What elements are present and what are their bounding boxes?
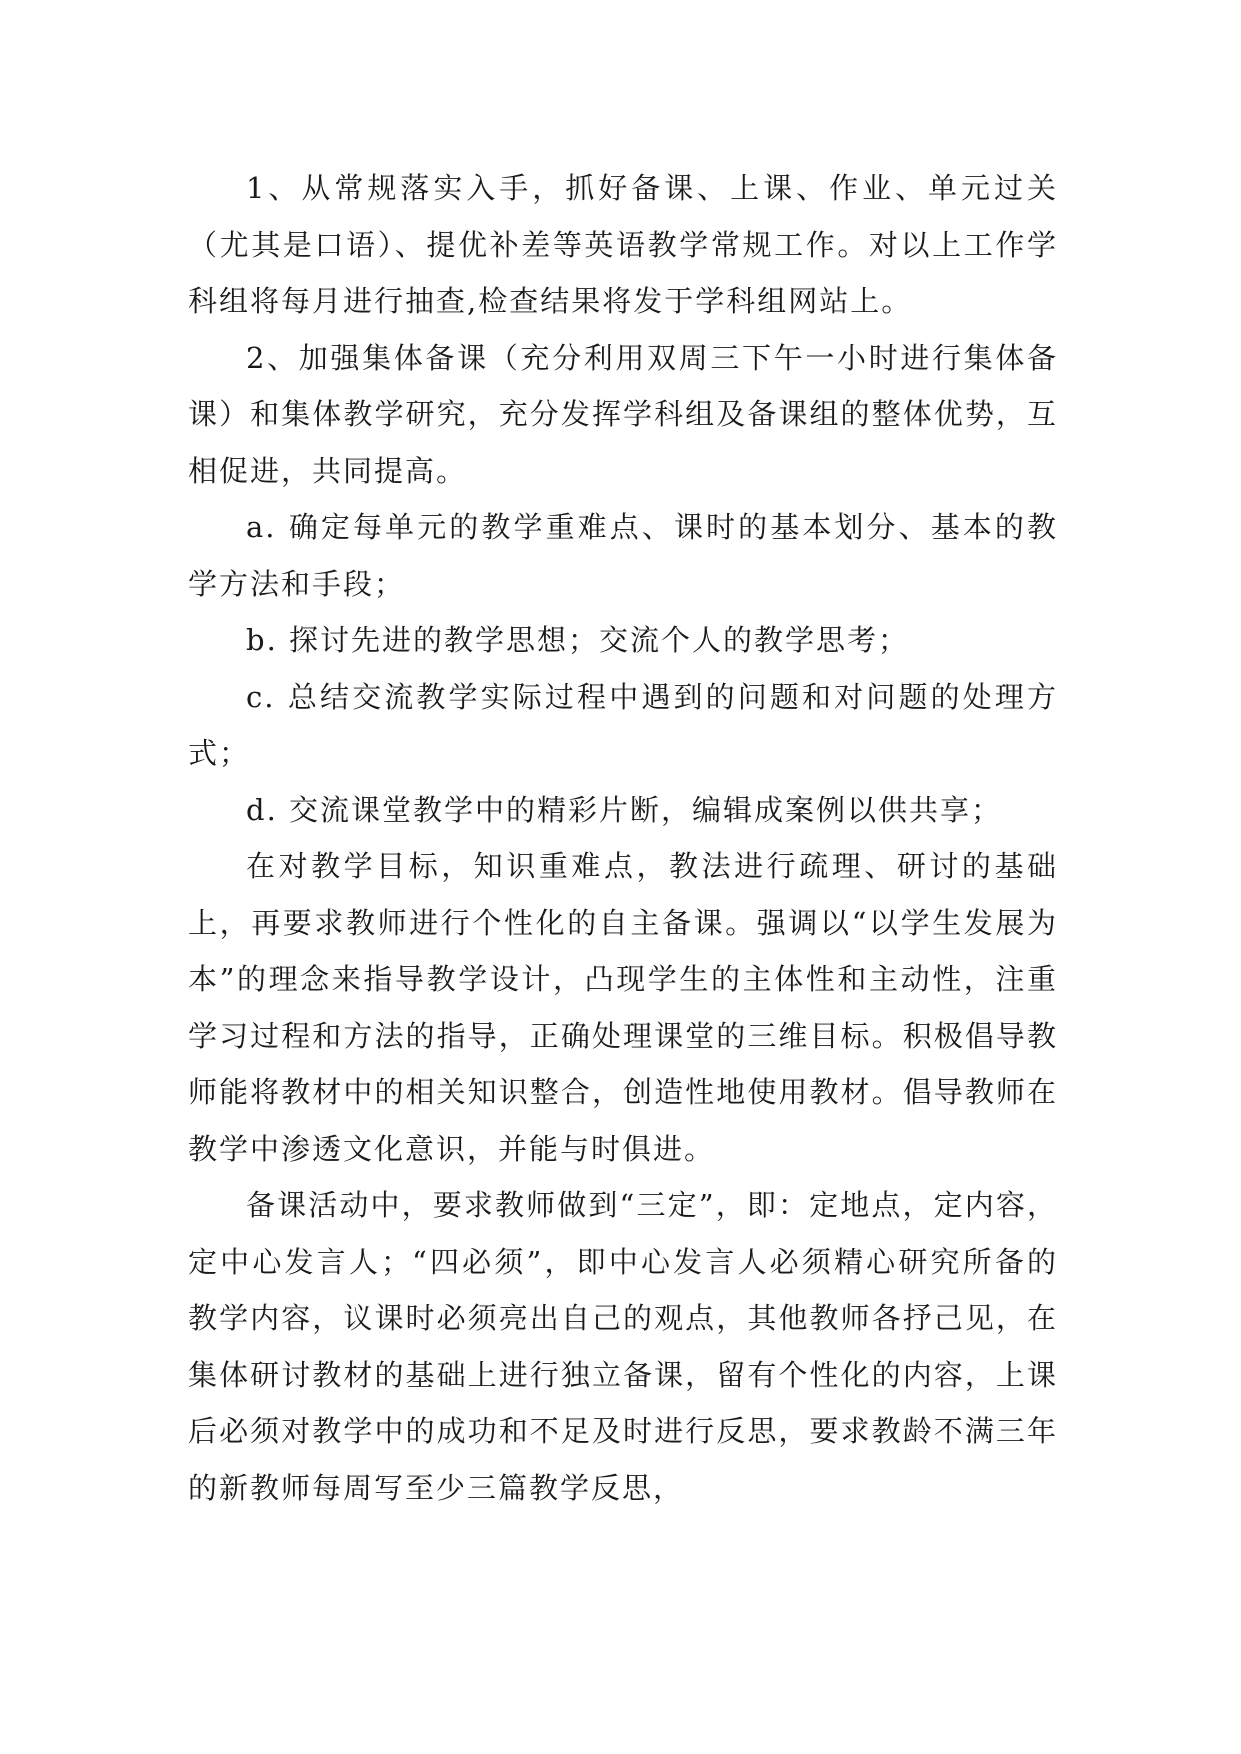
list-item-a: a. 确定每单元的教学重难点、课时的基本划分、基本的教学方法和手段； (188, 510, 1058, 601)
list-item-c: c. 总结交流教学实际过程中遇到的问题和对问题的处理方式； (188, 679, 1058, 770)
document-body (188, 160, 1058, 1516)
paragraph-collective-planning: 2、加强集体备课（充分利用双周三下午一小时进行集体备课）和集体教学研究，充分发挥学科组及备课组的整体优势，互相促进，共同提高。 (188, 340, 1058, 488)
list-item-d: d. 交流课堂教学中的精彩片断，编辑成案例以供共享； (246, 792, 1003, 827)
paragraph-planning-activities: 备课活动中，要求教师做到“三定”，即：定地点，定内容，定中心发言人；“四必须”，即中心发言人必须精心研究所备的教学内容，议课时必须亮出自己的观点，其他教师各抒己见，在集体研讨教材的基础上进行独立备课，留有个性化的内容，上课后必须对教学中的成功和不足及时进行反思，要求教龄不满三年的新教师每周写至少三篇教学反思， (188, 1188, 1058, 1505)
paragraph-routine-work: 1、从常规落实入手，抓好备课、上课、作业、单元过关（尤其是口语）、提优补差等英语教学常规工作。对以上工作学科组将每月进行抽查,检查结果将发于学科组网站上。 (188, 171, 1058, 318)
list-item-b: b. 探讨先进的教学思想；交流个人的教学思考； (246, 623, 910, 657)
paragraph-individual-planning: 在对教学目标，知识重难点，教法进行疏理、研讨的基础上，再要求教师进行个性化的自主备课。强调以“以学生发展为本”的理念来指导教学设计，凸现学生的主体性和主动性，注重学习过程和方法的指导，正确处理课堂的三维目标。积极倡导教师能将教材中的相关知识整合，创造性地使用教材。倡导教师在教学中渗透文化意识，并能与时俱进。 (188, 849, 1058, 1166)
